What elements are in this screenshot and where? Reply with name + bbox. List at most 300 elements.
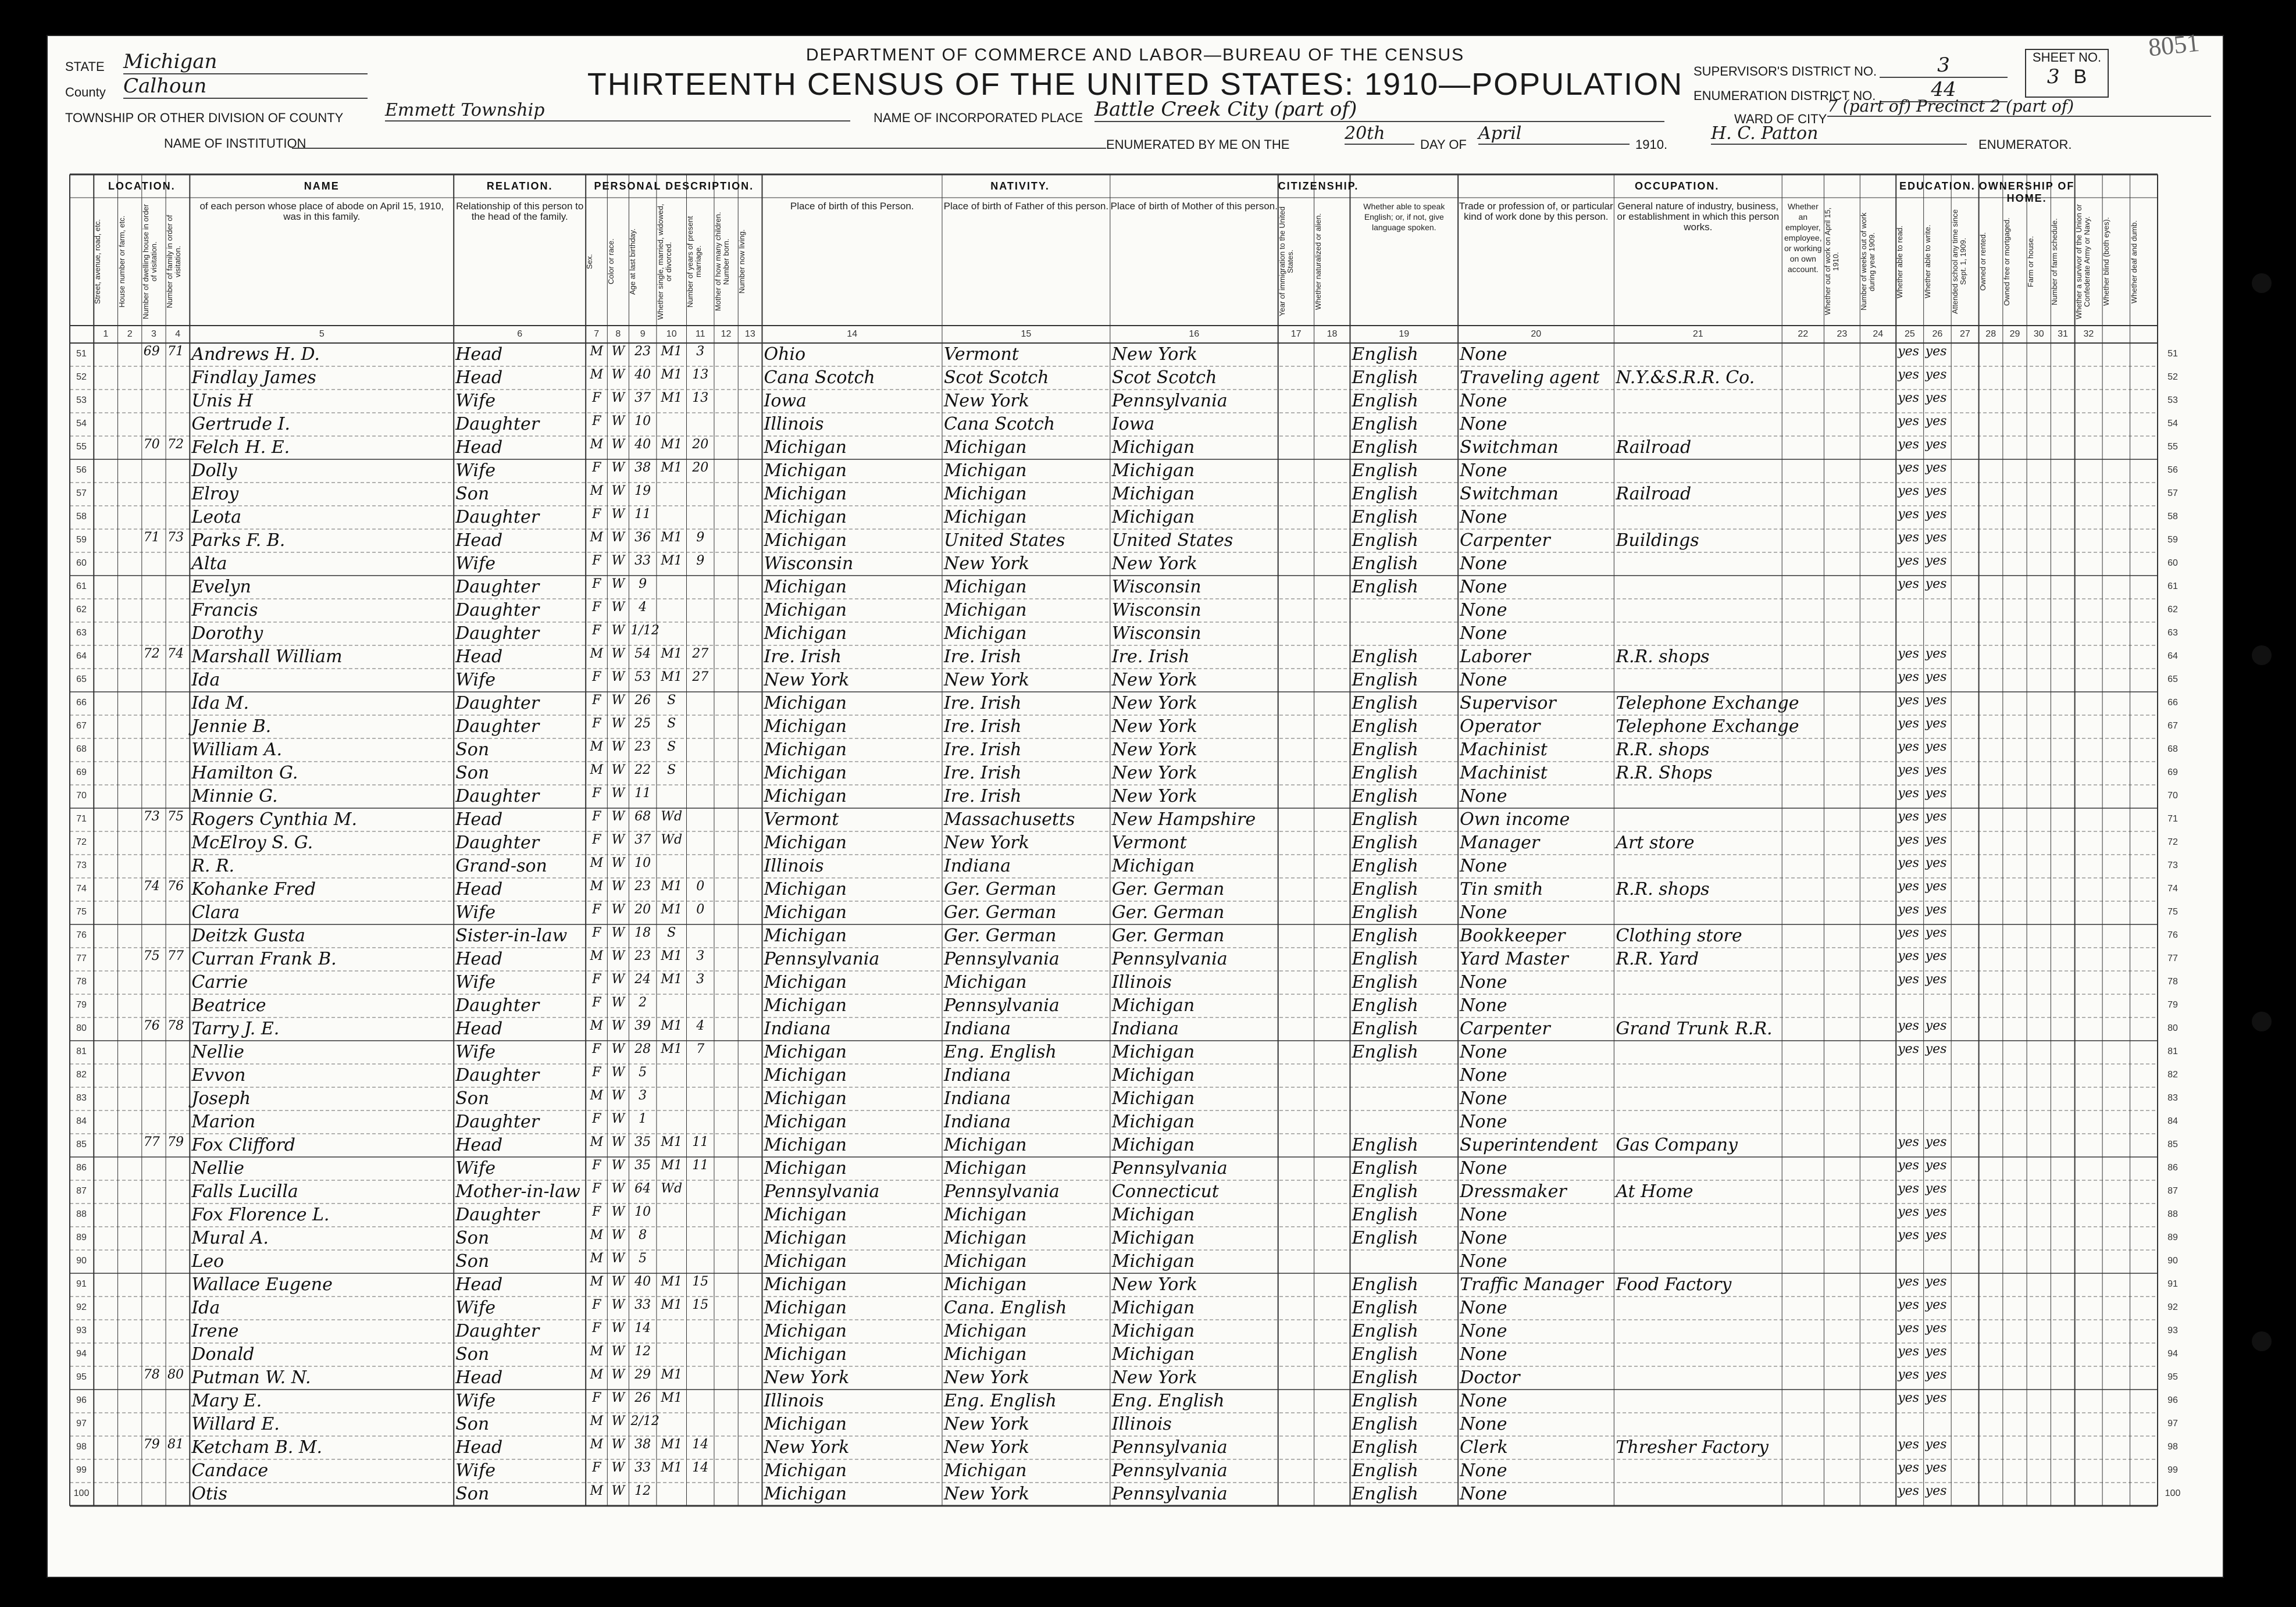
cell-color: W <box>611 577 625 591</box>
line-number-right: 96 <box>2167 1395 2178 1405</box>
cell-read: yes <box>1898 647 1919 661</box>
cell-birthplace: Iowa <box>764 391 807 411</box>
cell-relation: Wife <box>455 972 495 992</box>
cell-sex: F <box>592 1321 601 1335</box>
cell-mother: New York <box>1111 344 1197 365</box>
line-number-right: 71 <box>2167 814 2178 824</box>
cell-dwelling: 78 <box>143 1367 160 1382</box>
table-row <box>70 762 2158 785</box>
cell-years: 20 <box>692 460 709 475</box>
cell-birthplace: Michigan <box>764 740 847 760</box>
cell-trade: Supervisor <box>1460 693 1556 713</box>
cell-relation: Wife <box>455 1158 495 1179</box>
cell-trade: Superintendent <box>1460 1135 1598 1155</box>
column-header-17: Year of immigration to the United States. <box>1277 206 1295 317</box>
cell-write: yes <box>1925 1391 1947 1405</box>
cell-relation: Wife <box>455 1391 495 1411</box>
cell-name: Ida <box>191 1298 220 1318</box>
cell-trade: Laborer <box>1460 647 1531 667</box>
cell-age: 11 <box>634 507 651 522</box>
cell-birthplace: Michigan <box>764 1205 847 1225</box>
line-number-right: 80 <box>2167 1023 2178 1033</box>
cell-name: Evelyn <box>191 577 251 597</box>
table-row <box>70 715 2158 738</box>
cell-sex: M <box>590 1019 603 1033</box>
table-row <box>70 1134 2158 1157</box>
cell-marital: S <box>667 763 676 777</box>
cell-mother: Michigan <box>1111 1065 1195 1085</box>
cell-father: Ire. Irish <box>943 786 1022 806</box>
cell-sex: F <box>592 623 601 638</box>
cell-english: English <box>1352 786 1418 806</box>
cell-english: English <box>1352 995 1418 1016</box>
cell-name: Leo <box>191 1251 224 1272</box>
column-number-29: 29 <box>2009 329 2020 339</box>
cell-years: 27 <box>692 647 709 661</box>
cell-industry: Buildings <box>1616 530 1699 551</box>
cell-birthplace: Michigan <box>764 460 847 481</box>
table-row <box>70 1320 2158 1343</box>
cell-sex: M <box>590 856 603 870</box>
cell-english: English <box>1352 1181 1418 1202</box>
cell-father: New York <box>943 553 1029 574</box>
line-number-right: 82 <box>2167 1070 2178 1080</box>
line-number-right: 79 <box>2167 1000 2178 1010</box>
cell-sex: F <box>592 693 601 708</box>
cell-age: 54 <box>634 647 651 661</box>
line-number-right: 89 <box>2167 1233 2178 1242</box>
cell-mother: Illinois <box>1111 972 1172 992</box>
table-row <box>70 506 2158 529</box>
cell-years: 20 <box>692 437 709 452</box>
cell-birthplace: Michigan <box>764 507 847 527</box>
table-row <box>70 1366 2158 1390</box>
cell-trade: None <box>1460 1298 1507 1318</box>
table-row <box>70 878 2158 901</box>
cell-name: Jennie B. <box>191 716 272 737</box>
column-header-22: Whether an employer, employee, or working on own account. <box>1784 202 1822 274</box>
cell-mother: Michigan <box>1111 995 1195 1016</box>
line-number-right: 67 <box>2167 721 2178 731</box>
cell-father: Michigan <box>943 507 1027 527</box>
cell-write: yes <box>1925 902 1947 917</box>
cell-english: English <box>1352 1367 1418 1388</box>
cell-name: Fox Florence L. <box>191 1205 330 1225</box>
cell-age: 39 <box>634 1019 651 1033</box>
cell-trade: None <box>1460 786 1507 806</box>
cell-write: yes <box>1925 1321 1947 1335</box>
cell-birthplace: New York <box>764 1437 850 1458</box>
enumerated-month: April <box>1478 123 1630 145</box>
cell-write: yes <box>1925 577 1947 591</box>
cell-mother: Pennsylvania <box>1111 391 1228 411</box>
cell-english: English <box>1352 1321 1418 1341</box>
cell-father: Michigan <box>943 1321 1027 1341</box>
cell-marital: S <box>667 693 676 708</box>
group-header-2: RELATION. <box>486 180 553 192</box>
line-number-right: 72 <box>2167 837 2178 847</box>
cell-relation: Wife <box>455 391 495 411</box>
cell-trade: Yard Master <box>1460 949 1568 969</box>
cell-trade: None <box>1460 553 1507 574</box>
column-header-2: House number or farm, etc. <box>117 215 126 308</box>
cell-sex: M <box>590 530 603 545</box>
cell-trade: Carpenter <box>1460 530 1550 551</box>
line-number-right: 74 <box>2167 884 2178 894</box>
cell-english: English <box>1352 1158 1418 1179</box>
cell-sex: M <box>590 1367 603 1382</box>
cell-color: W <box>611 1088 625 1103</box>
sheet-label: SHEET NO. <box>2032 50 2102 65</box>
cell-write: yes <box>1925 414 1947 428</box>
cell-father: Cana. English <box>943 1298 1067 1318</box>
cell-name: Wallace Eugene <box>191 1274 333 1295</box>
cell-years: 27 <box>692 670 709 684</box>
state-value: Michigan <box>123 50 368 74</box>
supervisor-value: 3 <box>1880 53 2008 78</box>
table-row <box>70 1483 2158 1506</box>
line-number: 77 <box>76 954 87 963</box>
cell-relation: Son <box>455 1228 490 1248</box>
cell-age: 8 <box>639 1228 647 1242</box>
cell-trade: Tin smith <box>1460 879 1543 899</box>
cell-name: Ida M. <box>191 693 249 713</box>
line-number-right: 83 <box>2167 1093 2178 1103</box>
table-row <box>70 343 2158 366</box>
cell-birthplace: Michigan <box>764 1228 847 1248</box>
cell-sex: M <box>590 1437 603 1452</box>
cell-read: yes <box>1898 833 1919 847</box>
table-row <box>70 1157 2158 1180</box>
cell-birthplace: Indiana <box>764 1019 831 1039</box>
cell-family: 76 <box>167 879 184 894</box>
cell-age: 36 <box>634 530 651 545</box>
column-number-31: 31 <box>2058 329 2068 339</box>
cell-father: Michigan <box>943 484 1027 504</box>
cell-years: 3 <box>696 344 705 359</box>
cell-relation: Head <box>455 879 503 899</box>
table-row <box>70 1273 2158 1297</box>
cell-relation: Daughter <box>455 414 540 434</box>
column-number-20: 20 <box>1531 329 1542 339</box>
cell-age: 23 <box>634 344 651 359</box>
margin-stamp-number: 8051 <box>2147 28 2201 62</box>
cell-birthplace: Michigan <box>764 786 847 806</box>
cell-mother: Pennsylvania <box>1111 1437 1228 1458</box>
line-number: 66 <box>76 698 87 708</box>
cell-trade: None <box>1460 1344 1507 1365</box>
column-header-7: Sex. <box>585 254 594 270</box>
cell-age: 25 <box>634 716 651 731</box>
cell-color: W <box>611 949 625 963</box>
cell-industry: N.Y.&S.R.R. Co. <box>1616 367 1755 388</box>
cell-english: English <box>1352 1391 1418 1411</box>
line-number-right: 65 <box>2167 674 2178 684</box>
column-header-30: Farm or house. <box>2026 235 2035 288</box>
line-number-right: 62 <box>2167 605 2178 615</box>
cell-birthplace: Illinois <box>764 1391 824 1411</box>
cell-birthplace: Michigan <box>764 577 847 597</box>
cell-marital: M1 <box>661 1158 682 1173</box>
cell-father: Michigan <box>943 972 1027 992</box>
line-number-right: 75 <box>2167 907 2178 917</box>
cell-name: R. R. <box>191 856 235 876</box>
census-table <box>70 174 2158 1512</box>
cell-years: 14 <box>692 1460 709 1475</box>
cell-trade: None <box>1460 1065 1507 1085</box>
cell-mother: New York <box>1111 763 1197 783</box>
cell-mother: Michigan <box>1111 1298 1195 1318</box>
cell-marital: M1 <box>661 647 682 661</box>
department-heading: DEPARTMENT OF COMMERCE AND LABOR—BUREAU OF THE CENSUS <box>805 45 1465 65</box>
line-number: 98 <box>76 1442 87 1452</box>
cell-name: Clara <box>191 902 240 923</box>
cell-family: 79 <box>167 1135 184 1149</box>
line-number-right: 69 <box>2167 767 2178 777</box>
cell-relation: Daughter <box>455 995 540 1016</box>
cell-trade: None <box>1460 902 1507 923</box>
column-header-31: Number of farm schedule. <box>2050 218 2059 305</box>
cell-relation: Head <box>455 1274 503 1295</box>
cell-age: 10 <box>634 1205 651 1219</box>
cell-sex: M <box>590 1484 603 1498</box>
cell-color: W <box>611 1019 625 1033</box>
table-row <box>70 599 2158 622</box>
cell-name: Nellie <box>191 1042 244 1062</box>
column-header-28: Owned or rented. <box>1978 232 1987 291</box>
line-number-right: 78 <box>2167 977 2178 987</box>
cell-name: Willard E. <box>191 1414 280 1434</box>
cell-industry: R.R. shops <box>1616 647 1710 667</box>
cell-mother: Michigan <box>1111 1042 1195 1062</box>
cell-family: 72 <box>167 437 184 452</box>
cell-read: yes <box>1898 1205 1919 1219</box>
cell-father: Pennsylvania <box>943 949 1060 969</box>
line-number-right: 52 <box>2167 372 2178 382</box>
table-row <box>70 855 2158 878</box>
cell-color: W <box>611 763 625 777</box>
line-number: 99 <box>76 1465 87 1475</box>
line-number: 69 <box>76 767 87 777</box>
table-row <box>70 785 2158 808</box>
cell-family: 74 <box>167 647 184 661</box>
cell-years: 0 <box>696 902 705 917</box>
column-header-24: Number of weeks out of work during year 1909. <box>1859 212 1877 311</box>
cell-family: 78 <box>167 1019 184 1033</box>
cell-trade: Dressmaker <box>1460 1181 1567 1202</box>
column-header-27: Attended school any time since Sept. 1, 1909. <box>1951 209 1968 314</box>
cell-mother: New York <box>1111 1274 1197 1295</box>
cell-birthplace: Michigan <box>764 1484 847 1504</box>
cell-read: yes <box>1898 1391 1919 1405</box>
cell-write: yes <box>1925 484 1947 498</box>
cell-sex: F <box>592 1158 601 1173</box>
cell-sex: F <box>592 553 601 568</box>
cell-family: 80 <box>167 1367 184 1382</box>
cell-english: English <box>1352 693 1418 713</box>
cell-sex: M <box>590 1414 603 1429</box>
cell-relation: Head <box>455 530 503 551</box>
line-number-right: 61 <box>2167 581 2178 591</box>
cell-family: 71 <box>167 344 184 359</box>
cell-birthplace: New York <box>764 670 850 690</box>
column-header-5: of each person whose place of abode on April 15, 1910, was in this family. <box>199 201 444 222</box>
cell-english: English <box>1352 763 1418 783</box>
cell-industry: R.R. shops <box>1616 740 1710 760</box>
cell-marital: M1 <box>661 460 682 475</box>
cell-father: Indiana <box>943 1065 1011 1085</box>
cell-years: 11 <box>692 1135 709 1149</box>
cell-write: yes <box>1925 926 1947 940</box>
table-row <box>70 645 2158 669</box>
cell-mother: Indiana <box>1111 1019 1179 1039</box>
cell-write: yes <box>1925 670 1947 684</box>
cell-trade: Switchman <box>1460 437 1559 458</box>
column-header-33: Whether blind (both eyes). <box>2102 217 2111 306</box>
cell-name: Evvon <box>191 1065 246 1085</box>
cell-english: English <box>1352 647 1418 667</box>
cell-read: yes <box>1898 902 1919 917</box>
cell-mother: Michigan <box>1111 1228 1195 1248</box>
line-number: 90 <box>76 1256 87 1266</box>
cell-age: 12 <box>634 1484 651 1498</box>
cell-age: 24 <box>634 972 651 987</box>
cell-sex: F <box>592 786 601 801</box>
cell-read: yes <box>1898 1228 1919 1242</box>
cell-name: Irene <box>191 1321 239 1341</box>
cell-color: W <box>611 1228 625 1242</box>
cell-birthplace: Ohio <box>764 344 806 365</box>
cell-birthplace: Michigan <box>764 926 847 946</box>
cell-read: yes <box>1898 1484 1919 1498</box>
cell-mother: Pennsylvania <box>1111 1460 1228 1481</box>
cell-mother: New York <box>1111 553 1197 574</box>
cell-industry: Thresher Factory <box>1616 1437 1769 1458</box>
cell-write: yes <box>1925 763 1947 777</box>
column-header-20: Trade or profession of, or particular kind of work done by this person. <box>1459 201 1613 222</box>
cell-age: 11 <box>634 786 651 801</box>
cell-father: Ire. Irish <box>943 763 1022 783</box>
cell-trade: None <box>1460 460 1507 481</box>
cell-marital: M1 <box>661 1367 682 1382</box>
cell-color: W <box>611 344 625 359</box>
cell-english: English <box>1352 670 1418 690</box>
sheet-number-box <box>2025 49 2109 98</box>
cell-trade: Machinist <box>1460 740 1548 760</box>
cell-family: 75 <box>167 809 184 824</box>
cell-trade: Switchman <box>1460 484 1559 504</box>
line-number-right: 94 <box>2167 1349 2178 1359</box>
cell-mother: Ire. Irish <box>1111 647 1190 667</box>
cell-birthplace: Michigan <box>764 1158 847 1179</box>
cell-read: yes <box>1898 740 1919 754</box>
line-number: 91 <box>76 1279 87 1289</box>
cell-father: Michigan <box>943 1135 1027 1155</box>
cell-relation: Head <box>455 367 503 388</box>
cell-trade: Clerk <box>1460 1437 1508 1458</box>
cell-name: Carrie <box>191 972 248 992</box>
cell-marital: M1 <box>661 1391 682 1405</box>
table-row <box>70 366 2158 390</box>
cell-birthplace: Michigan <box>764 623 847 644</box>
cell-name: Marion <box>191 1112 256 1132</box>
cell-father: Eng. English <box>943 1042 1057 1062</box>
cell-dwelling: 69 <box>143 344 160 359</box>
line-number-right: 87 <box>2167 1186 2178 1196</box>
cell-sex: F <box>592 1298 601 1312</box>
line-number-right: 88 <box>2167 1209 2178 1219</box>
cell-marital: M1 <box>661 1135 682 1149</box>
line-number-right: 76 <box>2167 930 2178 940</box>
cell-mother: New York <box>1111 693 1197 713</box>
cell-color: W <box>611 1042 625 1056</box>
cell-trade: Operator <box>1460 716 1541 737</box>
cell-dwelling: 74 <box>143 879 160 894</box>
cell-trade: None <box>1460 1205 1507 1225</box>
column-number-24: 24 <box>1873 329 1884 339</box>
line-number-right: 86 <box>2167 1163 2178 1173</box>
cell-name: Findlay James <box>191 367 316 388</box>
cell-english: English <box>1352 949 1418 969</box>
cell-birthplace: Michigan <box>764 1414 847 1434</box>
group-header-1: NAME <box>304 180 340 192</box>
cell-name: Alta <box>191 553 227 574</box>
line-number: 70 <box>76 791 87 801</box>
column-number-9: 9 <box>640 329 646 339</box>
cell-mother: Wisconsin <box>1111 623 1202 644</box>
table-row <box>70 901 2158 924</box>
cell-age: 68 <box>634 809 651 824</box>
column-number-2: 2 <box>127 329 133 339</box>
table-row <box>70 529 2158 552</box>
cell-read: yes <box>1898 693 1919 708</box>
cell-trade: Traffic Manager <box>1460 1274 1603 1295</box>
cell-trade: Own income <box>1460 809 1570 830</box>
cell-age: 38 <box>634 1437 651 1452</box>
cell-read: yes <box>1898 391 1919 405</box>
institution-line <box>292 147 1106 149</box>
cell-relation: Son <box>455 1414 490 1434</box>
cell-sex: F <box>592 1181 601 1196</box>
cell-mother: United States <box>1111 530 1233 551</box>
table-row <box>70 971 2158 994</box>
line-number-right: 93 <box>2167 1326 2178 1335</box>
group-header-3: PERSONAL DESCRIPTION. <box>594 180 754 192</box>
cell-age: 40 <box>634 437 651 452</box>
cell-trade: None <box>1460 1088 1507 1109</box>
cell-industry: Telephone Exchange <box>1616 693 1799 713</box>
cell-marital: M1 <box>661 437 682 452</box>
cell-write: yes <box>1925 972 1947 987</box>
cell-relation: Son <box>455 1251 490 1272</box>
cell-trade: None <box>1460 507 1507 527</box>
cell-read: yes <box>1898 1158 1919 1173</box>
cell-english: English <box>1352 1228 1418 1248</box>
cell-read: yes <box>1898 763 1919 777</box>
cell-age: 33 <box>634 553 651 568</box>
column-header-12: Mother of how many children. Number born. <box>713 212 730 312</box>
cell-father: Michigan <box>943 1158 1027 1179</box>
cell-trade: None <box>1460 391 1507 411</box>
cell-write: yes <box>1925 1181 1947 1196</box>
cell-family: 77 <box>167 949 184 963</box>
cell-sex: F <box>592 833 601 847</box>
cell-age: 23 <box>634 740 651 754</box>
cell-father: Indiana <box>943 1019 1011 1039</box>
cell-industry: Railroad <box>1616 437 1692 458</box>
cell-trade: None <box>1460 1251 1507 1272</box>
cell-sex: F <box>592 1042 601 1056</box>
